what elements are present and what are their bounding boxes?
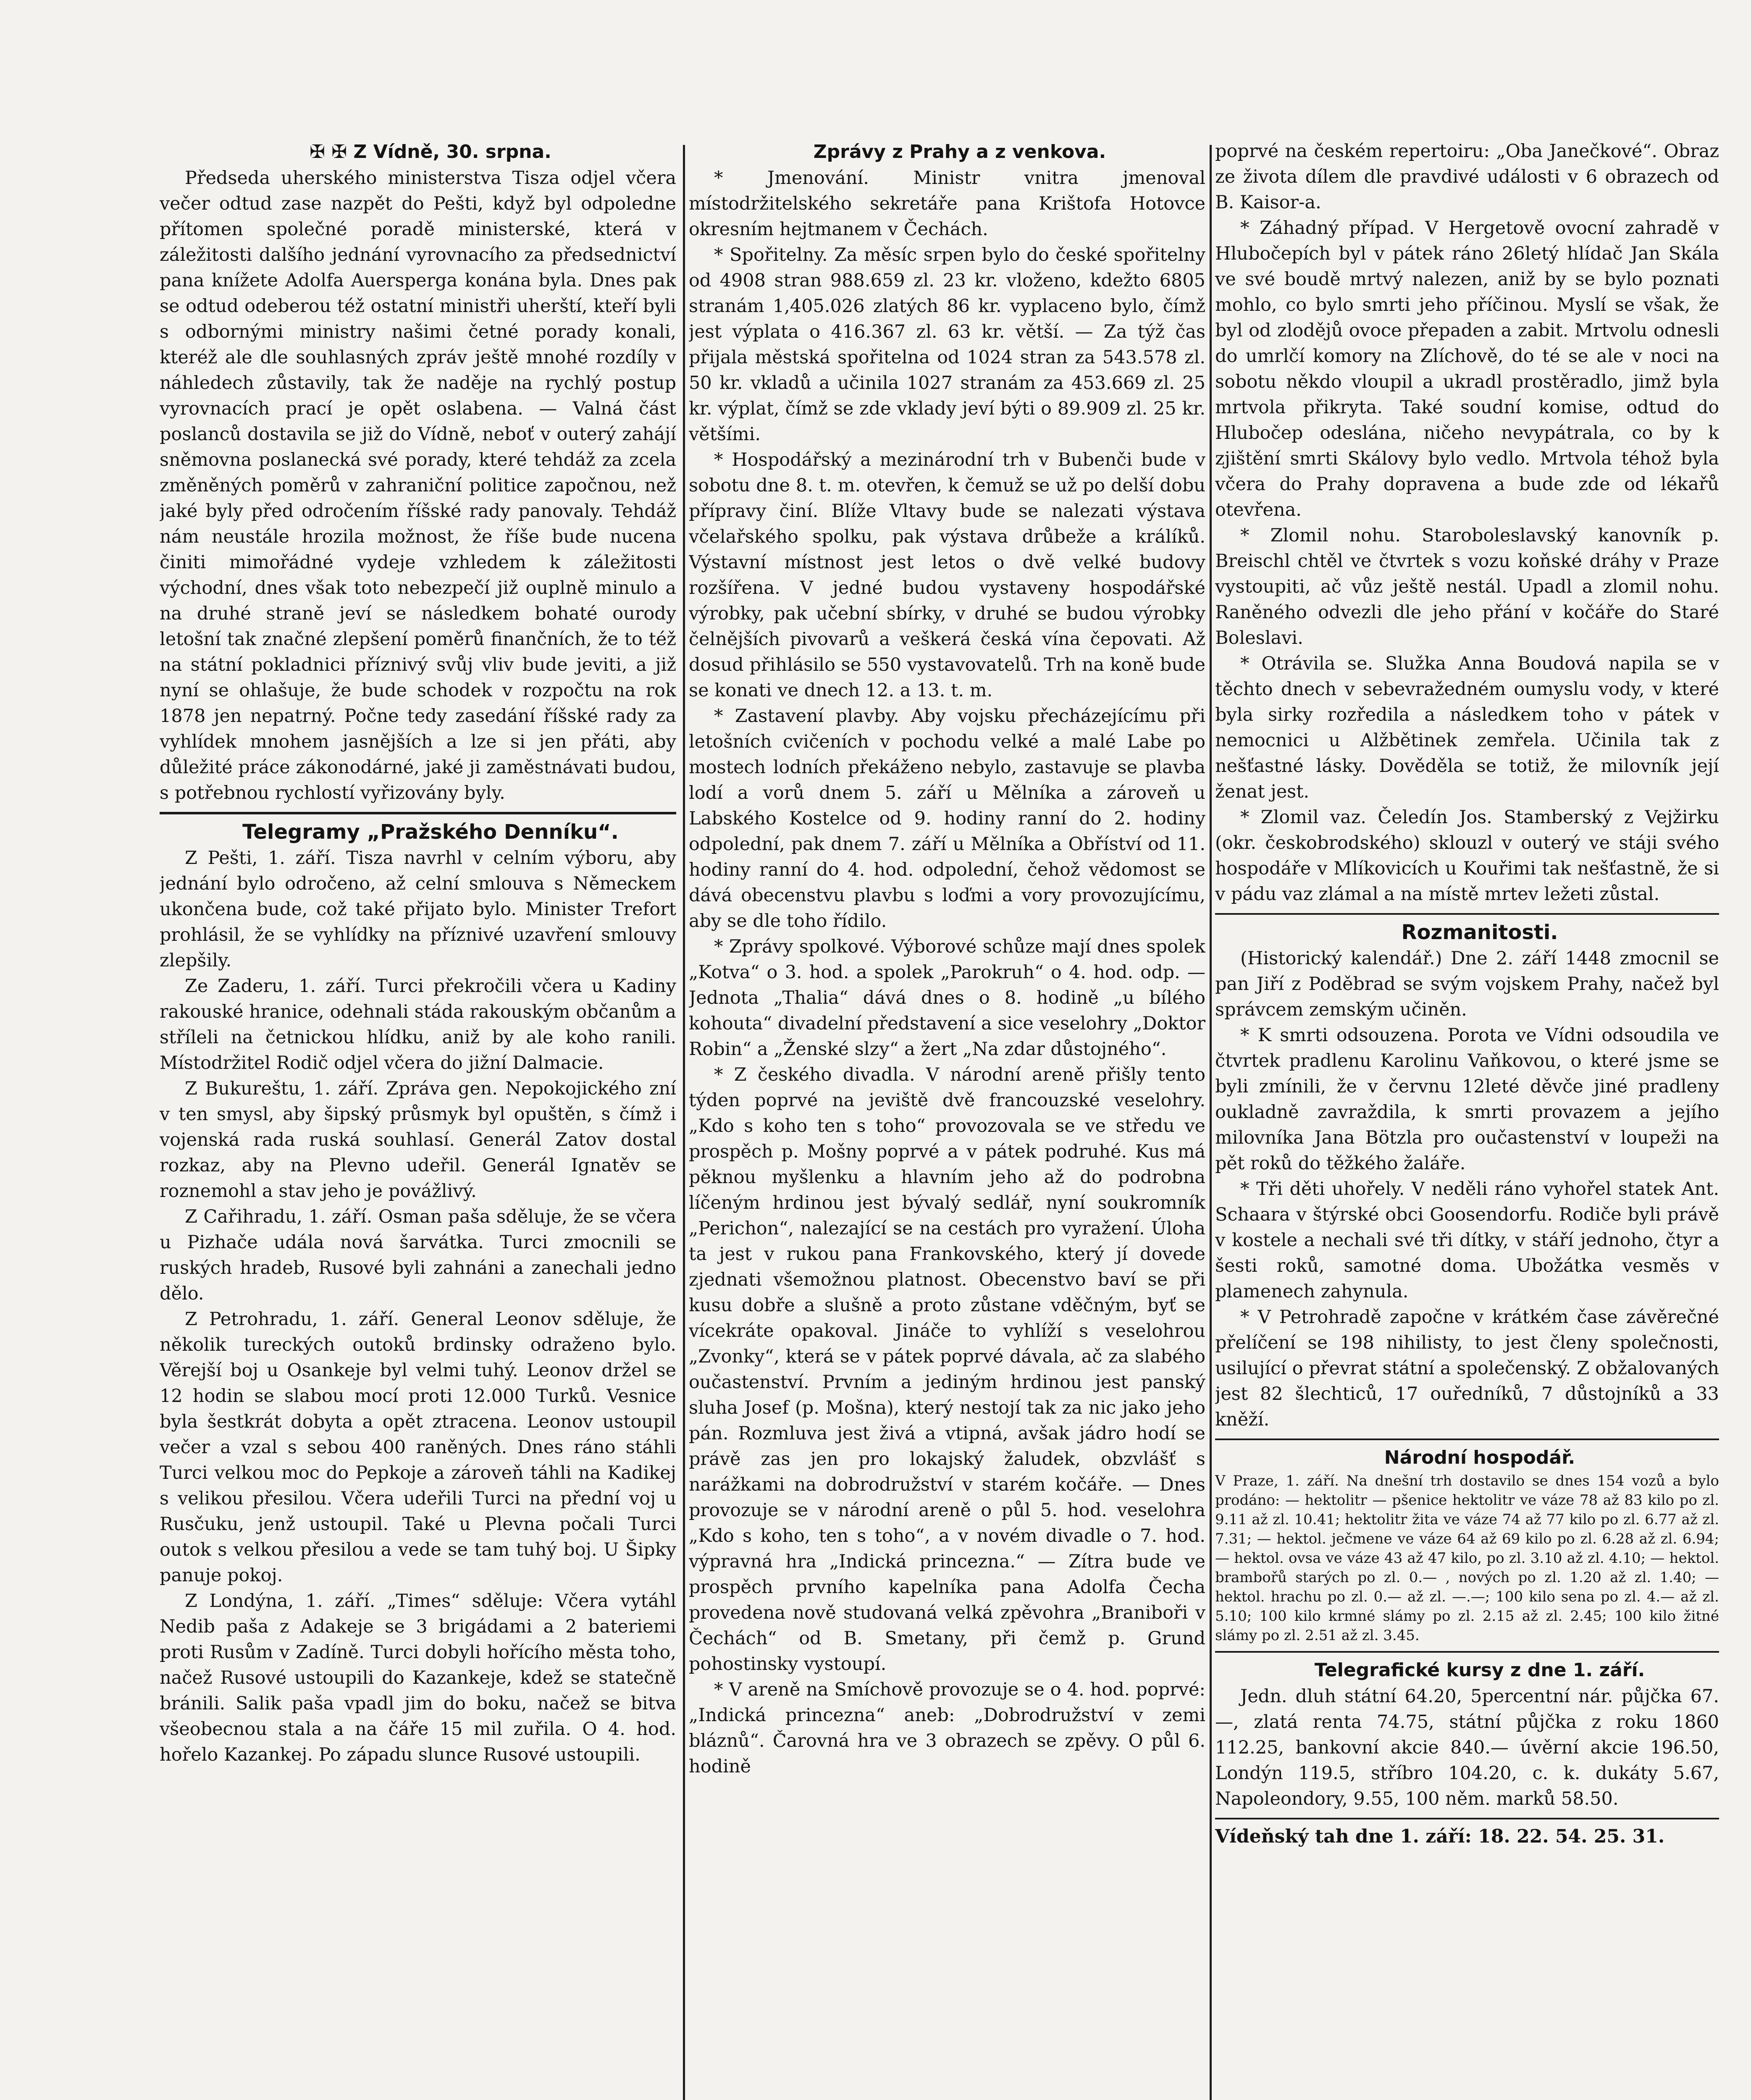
column-3: [1215, 139, 1719, 2100]
column-rule-1: [683, 145, 685, 2100]
telegram-zader: Ze Zaderu, 1. září. Turci překročili včera u Kadiny rakouské hranice, odehnali stáda rakouským občanům a stříleli na četnickou hlídku, aniž by ale koho ranili. Místodržitel Rodič odjel včera do jižní Dalmacie.: [160, 976, 676, 1074]
news-poisoning: * Otrávila se. Služka Anna Boudová napila se v těchto dnech v sebevražedném oumyslu vody, v které byla sirky rozředila a následkem toho v pátek v nemocnici u Alžbětinek zemřela. Učinila tak z nešťastné lásky. Dověděla se totiž, že milovník její ženat jest.: [1215, 653, 1719, 802]
lottery-draw: Vídeňský tah dne 1. září: 18. 22. 54. 25. 31.: [1215, 1826, 1665, 1847]
vienna-report: Předseda uherského ministerstva Tisza odjel včera večer odtud zase nazpět do Pešti, když byl odpoledne přítomen společné poradě ministerské, která v záležitosti dalšího jednání vyrovnacího za předsednictví pana knížete Adolfa Auersperga konána byla. Dnes pak se odtud odeberou též ostatní ministři uherští, kteří byli s odbornými ministry našimi četné porady konali, kteréž ale dle souhlasných zpráv ještě mnohé rozdíly v náhledech zůstavily, tak že naděje na rychlý postup vyrovnacích prací je opět oslabena. — Valná část poslanců dostavila se již do Vídně, neboť v outerý zahájí sněmovna poslanecká své porady, které tehdáž za zcela změněných poměrů v zahraniční politice započnou, než jaké byly před odročením říšské rady panovaly. Tehdáž nám neustále hrozila možnost, že říše bude nucena činiti mimořádné vydeje vzhledem k záležitosti východní, dnes však toto nebezpečí již ouplně minulo a na druhé straně jeví se následkem bohaté ourody letošní tak značné zlepšení poměrů finančních, že to též na státní pokladnici příznivý svůj vliv bude jeviti, a již nyní se ohlašuje, že bude schodek v rozpočtu na rok 1878 jen nepatrný. Počne tedy zasedání říšské rady za vyhlídek mnohem jasnějších a lze si jen přáti, aby důležité práce zákonodárné, jaké ji zaměstnávati budou, s potřebnou rychlostí vyřizovány byly.: [160, 168, 676, 803]
news-mysterious-case: * Záhadný případ. V Hergetově ovocní zahradě v Hlubočepích byl v pátek ráno 26letý hlídač Jan Skála ve své boudě mrtvý nalezen, aniž by se bylo poznati mohlo, co bylo smrti jeho příčinou. Myslí se však, že byl od zlodějů ovoce přepaden a zabit. Mrtvolu odnesli do umrlčí komory na Zlíchově, do té se ale v noci na sobotu někdo vloupil a ukradl prostěradlo, jimž byla mrtvola přikryta. Také soudní komise, odtud do Hlubočep odeslána, ničeho nevypátrala, co by k zjištění smrti Skálovy bylo vedlo. Mrtvola téhož byla včera do Prahy dopravena a bude zde od lékařů otevřena.: [1215, 218, 1719, 520]
telegram-bucharest: Z Bukureštu, 1. září. Zpráva gen. Nepokojického zní v ten smysl, aby šipský průsmyk byl opuštěn, s čímž i vojenská rada ruská souhlasí. Generál Zatov dostal rozkaz, aby na Plevno udeřil. Generál Ignatěv se roznemohl a stav jeho je povážlivý.: [160, 1078, 676, 1202]
misc-children-burned: * Tři děti uhořely. V neděli ráno vyhořel statek Ant. Schaara v štýrské obci Goosendorfu. Rodiče byli právě v kostele a nechali své tři dítky, v stáří jednoho, čtyr a šesti roků, samotné doma. Ubožátka vesměs v plamenech zahynula.: [1215, 1179, 1719, 1302]
market-prices: V Praze, 1. září. Na dnešní trh dostavilo se dnes 154 vozů a bylo prodáno: — hektolitr — pšenice hektolitr ve váze 78 až 83 kilo po zl. 9.11 až zl. 10.41; hektolitr žita ve váze 74 až 77 kilo po zl. 6.77 až zl. 7.31; — hektol. ječmene ve váze 64 až 69 kilo po zl. 6.28 až zl. 6.94; — hektol. ovsa ve váze 43 až 47 kilo, po zl. 3.10 až zl. 4.10; — hektol. brambořů starých po zl. 0.— , nových po zl. 1.20 až zl. 1.40; — hektol. hrachu po zl. 0.— až zl. —.—; 100 kilo sena po zl. 4.— až zl. 5.10; 100 kilo krmné slámy po zl. 2.15 až zl. 2.45; 100 kilo žitné slámy po zl. 2.51 až zl. 3.45.: [1215, 1473, 1719, 1644]
section-divider: [160, 812, 676, 814]
news-navigation-stop: * Zastavení plavby. Aby vojsku přecházejícímu při letošních cvičeních v pochodu velké a malé Labe po mostech lodních překáženo nebylo, zastavuje se plavba lodí a vorů dnem 5. září u Mělníka a zároveň u Labského Kostelce od 9. hodiny ranní do 2. hodiny odpolední, pak dnem 7. září u Mělníka a Obříství od 11. hodiny ranní do 4. hod. odpolední, čehož vědomost se dává obecenstvu plavbu s loďmi a vory provozujícímu, aby se dle toho řídilo.: [689, 706, 1205, 932]
section-divider: [1215, 1438, 1719, 1440]
news-smichov-arena: * V areně na Smíchově provozuje se o 4. hod. poprvé: „Indická princezna“ aneb: „Dobrodružství v zemi bláznů“. Čarovná hra ve 3 obrazech se zpěvy. O půl 6. hodině: [689, 1679, 1205, 1777]
column-1: [160, 139, 676, 2100]
section-divider: [1215, 1818, 1719, 1819]
news-appointment: * Jmenování. Ministr vnitra jmenoval místodržitelského sekretáře pana Krištofa Hotovce okresním hejtmanem v Čechách.: [689, 168, 1205, 240]
section-divider: [1215, 913, 1719, 915]
misc-historical-calendar: (Historický kalendář.) Dne 2. září 1448 zmocnil se pan Jiří z Poděbrad se svým vojskem Prahy, načež byl správcem zemským učiněn.: [1215, 948, 1719, 1020]
telegram-london: Z Londýna, 1. září. „Times“ sděluje: Včera vytáhl Nedib paša z Adakeje se 3 brigádami a 2 bateriemi proti Rusům v Zadíně. Turci dobyli hořícího města toho, načež Rusové ustoupili do Kazankeje, kdež se statečně bránili. Salik paša vpadl jim do boku, načež se bitva všeobecnou stala a na čáře 15 mil zuřila. O 4. hod. hořelo Kazankej. Po západu slunce Rusové ustoupili.: [160, 1591, 676, 1765]
column-rule-2: [1210, 145, 1212, 2100]
prague-news-heading: Zprávy z Prahy a z venkova.: [813, 141, 1106, 163]
news-czech-theatre: * Z českého divadla. V národní areně přišly tento týden poprvé na jeviště dvě francouzské veselohry. „Kdo s koho ten s toho“ provozovala se ve středu ve prospěch p. Mošny poprvé a v pátek podruhé. Kus má pěknou myšlenku a hlavním jeho až do podrobna líčeným hrdinou jest bývalý sedlář, nyní soukromník „Perichon“, nalezající se na cestách pro vyražení. Úloha ta jest v rukou pana Frankovského, který jí dovede zjednati všemožnou platnost. Obecenstvo baví se při kusu dobře a slušně a proto zůstane vděčným, byť se vícekráte opakoval. Jináče to vyhlíží s veselohrou „Zvonky“, která se v pátek poprvé dávala, ač za slabého oučastenství. Prvním a jediným hrdinou jest panský sluha Josef (p. Mošna), který nestojí tak za nic jako jeho pán. Rozmluva jest živá a vtipná, avšak jádro hodí se právě zas jen pro lokajský žaludek, obzvlášť s narážkami na dobrodružství v starém kočáře. — Dnes provozuje se v národní areně o půl 5. hod. veselohra „Kdo s koho, ten s toho“, a v novém divadle o 7. hod. výpravná hra „Indická princezna.“ — Zítra bude ve prospěch prvního kapelníka pana Adolfa Čecha provedena nově studovaná velká zpěvohra „Braniboři v Čechách“ od B. Smetany, při čemž p. Grund pohostinsky vystoupí.: [689, 1064, 1205, 1675]
telegram-pest: Z Pešti, 1. září. Tisza navrhl v celním výboru, aby jednání bylo odročeno, až celní smlouva s Německem ukončena bude, což také přijato bylo. Minister Trefort prohlásil, že se vyhlídky na příznivé uzavření smlouvy zlepšily.: [160, 848, 676, 971]
miscellany-heading: Rozmanitosti.: [1401, 921, 1558, 944]
vienna-dateline: ✠ ✠ Z Vídně, 30. srpna.: [310, 141, 551, 163]
arena-continuation: poprvé na českém repertoiru: „Oba Janečkové“. Obraz ze života dílem dle pravdivé události v 6 obrazech od B. Kaisor-a.: [1215, 141, 1719, 213]
exchange-rates: Jedn. dluh státní 64.20, 5percentní nár. půjčka 67.—, zlatá renta 74.75, státní půjčka z roku 1860 112.25, bankovní akcie 840.— úvěrní akcie 196.50, Londýn 119.5, stříbro 104.20, c. k. dukáty 5.67, Napoleondory, 9.55, 100 něm. marků 58.50.: [1215, 1686, 1719, 1809]
telegram-petersburg: Z Petrohradu, 1. září. General Leonov sděluje, že několik tureckých outoků brdinsky odraženo bylo. Věrejší boj u Osankeje byl velmi tuhý. Leonov držel se 12 hodin se slabou mocí proti 12.000 Turků. Vesnice byla šestkrát dobyta a opět ztracena. Leonov ustoupil večer a vzal s sebou 400 raněných. Dnes ráno stáhli Turci velkou moc do Pepkoje a zároveň táhli na Kadikej s velikou přesilou. Včera udeřili Turci na přední voj u Rusčuku, jenž ustoupil. Také u Plevna počali Turci outok s velkou přesilou a vede se tam tuhý boj. U Šipky panuje pokoj.: [160, 1309, 676, 1586]
section-divider: [1215, 1651, 1719, 1653]
news-broken-neck: * Zlomil vaz. Čeledín Jos. Stamberský z Vejžirku (okr. českobrodského) sklouzl v outerý ve stáji svého hospodáře v Mlíkovicích u Kouřimi tak nešťastně, že si v pádu vaz zlámal a na místě mrtev ležeti zůstal.: [1215, 807, 1719, 905]
telegram-heading: Telegramy „Pražského Denníku“.: [242, 820, 619, 844]
misc-petersburg-trial: * V Petrohradě započne v krátkém čase závěrečné přelíčení se 198 nihilisty, to jest členy společnosti, usilující o převrat státní a společenský. Z obžalovaných jest 82 šlechticů, 17 ouředníků, 7 důstojníků a 33 kněží.: [1215, 1307, 1719, 1430]
news-savings-banks: * Spořitelny. Za měsíc srpen bylo do české spořitelny od 4908 stran 988.659 zl. 23 kr. vloženo, kdežto 6805 stranám 1,405.026 zlatých 86 kr. vyplaceno bylo, čímž jest výplata o 416.367 zl. 63 kr. větší. — Za týž čas přijala městská spořitelna od 1024 stran za 543.578 zl. 50 kr. vkladů a učinila 1027 stranám za 453.669 zl. 25 kr. výplat, čímž se zde vklady jeví býti o 89.909 zl. 25 kr. většími.: [689, 244, 1205, 445]
misc-death-sentence: * K smrti odsouzena. Porota ve Vídni odsoudila ve čtvrtek pradlenu Karolinu Vaňkovou, o které jsme se byli zmínili, že v červnu 12leté děvče jiné pradleny oukladně zavraždila, k smrti provazem a jejího milovníka Jana Bötzla pro oučastenství v loupeži na pět roků do těžkého žaláře.: [1215, 1025, 1719, 1174]
telegram-constantinople: Z Cařihradu, 1. září. Osman paša sděluje, že se včera u Pizhače udála nová šarvátka. Turci zmocnili se ruských hradeb, Rusové byli zahnáni a zanechali jedno dělo.: [160, 1206, 676, 1304]
news-broken-leg: * Zlomil nohu. Staroboleslavský kanovník p. Breischl chtěl ve čtvrtek s vozu koňské dráhy v Praze vystoupiti, ač vůz ještě nestál. Upadl a zlomil nohu. Raněného odvezli dle jeho přání v kočáře do Staré Boleslavi.: [1215, 525, 1719, 648]
column-2: [689, 139, 1205, 2100]
news-market-bubenec: * Hospodářský a mezinárodní trh v Bubenči bude v sobotu dne 8. t. m. otevřen, k čemuž se už po delší dobu přípravy činí. Blíže Vltavy bude se nalezati výstava včelařského spolku, pak výstava drůbeže a králíků. Výstavní místnost jest letos o dvě velké budovy rozšířena. V jedné budou vystaveny hospodářské výrobky, pak učební sbírky, v druhé se budou výrobky čelnějších pivovarů a veškerá česká vína čepovati. Až dosud přihlásilo se 550 vystavovatelů. Trh na koně bude se konati ve dnech 12. a 13. t. m.: [689, 449, 1205, 701]
exchange-rates-heading: Telegrafické kursy z dne 1. září.: [1314, 1659, 1645, 1681]
news-associations: * Zprávy spolkové. Výborové schůze mají dnes spolek „Kotva“ o 3. hod. a spolek „Parokruh“ o 4. hod. odp. — Jednota „Thalia“ dává dnes o 8. hodině „u bílého kohouta“ divadelní představení a sice veselohry „Doktor Robin“ a „Ženské slzy“ a žert „Na zdar důstojného“.: [689, 936, 1205, 1060]
economy-heading: Národní hospodář.: [1384, 1447, 1575, 1468]
